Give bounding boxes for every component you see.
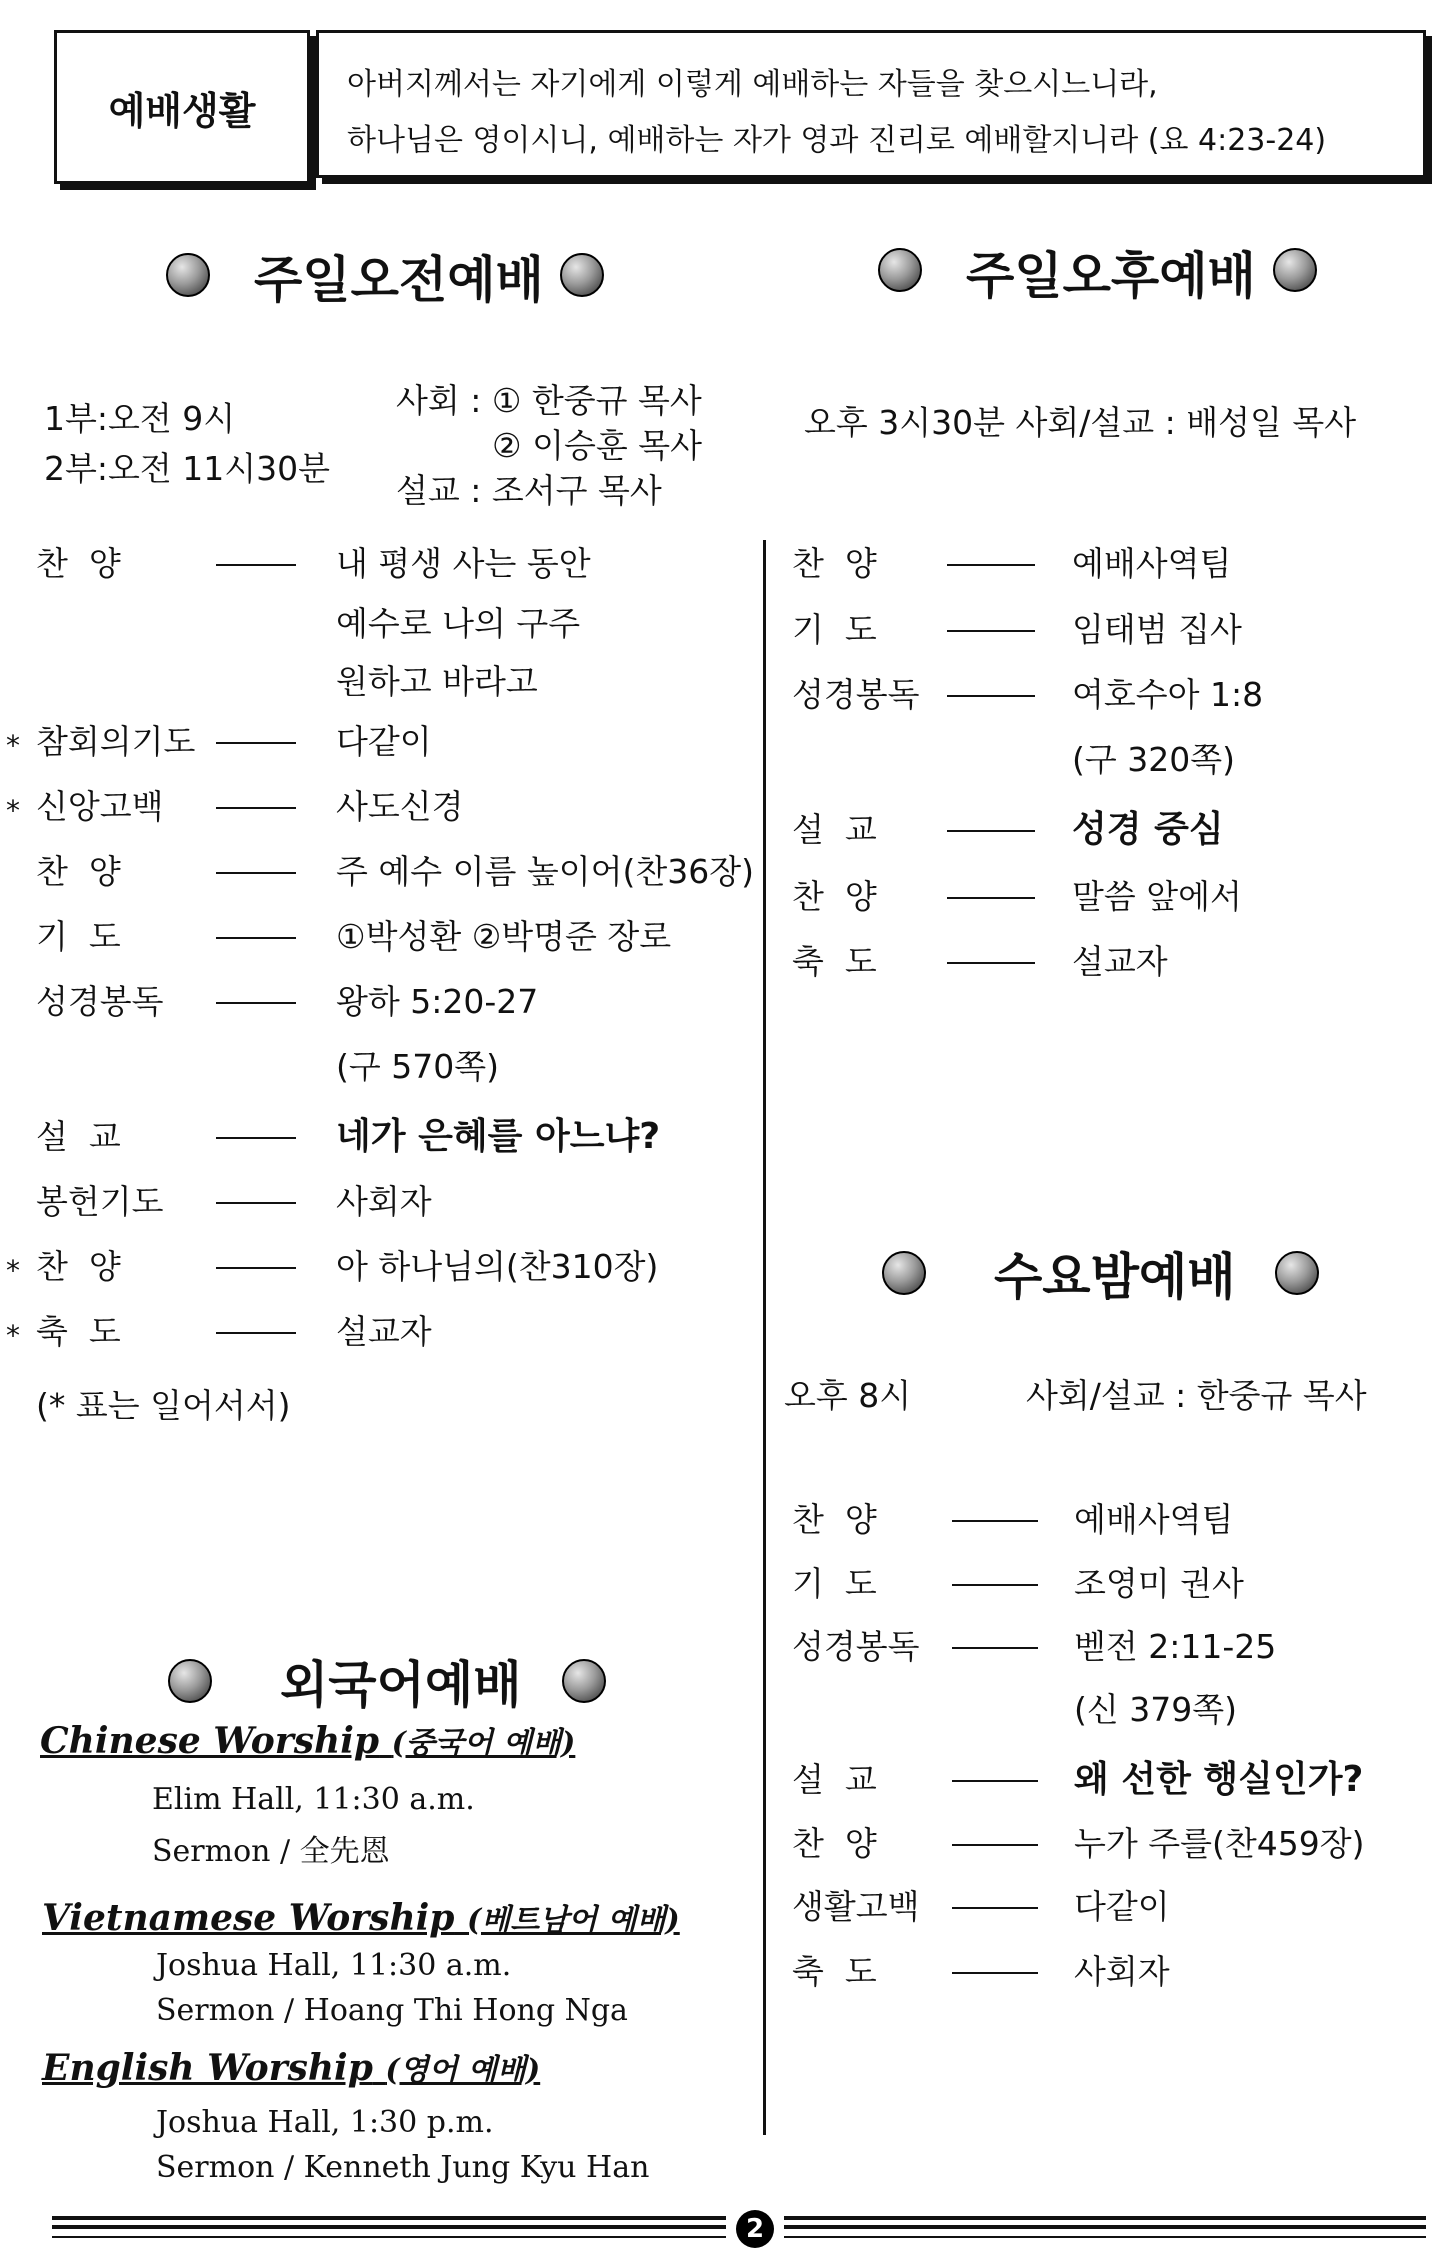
- footer-rule-right: [784, 2236, 1426, 2238]
- order-value: 성경 중심: [1072, 809, 1224, 850]
- order-row: [6, 1310, 796, 1354]
- bullet-ball-icon: [1273, 248, 1317, 292]
- order-value: 조영미 권사: [1074, 1564, 1244, 1603]
- page-number: 2: [736, 2210, 774, 2248]
- order-row: [36, 1180, 796, 1224]
- order-value: 벧전 2:11-25: [1074, 1627, 1277, 1666]
- vietnamese-worship-place: Joshua Hall, 11:30 a.m.: [156, 1948, 512, 1983]
- afternoon-info: 오후 3시30분 사회/설교 : 배성일 목사: [804, 403, 1357, 442]
- order-label: 기 도: [36, 917, 121, 956]
- wednesday-service-title: 수요밤예배: [994, 1248, 1236, 1306]
- service-name: Vietnamese Worship: [42, 1897, 455, 1939]
- order-value: 예배사역팀: [1074, 1500, 1234, 1539]
- order-label: 찬 양: [36, 544, 121, 583]
- order-value: ①박성환 ②박명준 장로: [336, 917, 672, 956]
- bullet-ball-icon: [1275, 1251, 1319, 1295]
- order-value: 다같이: [1074, 1887, 1170, 1926]
- standing-marker: *: [6, 1319, 20, 1352]
- order-label: 축 도: [792, 1952, 877, 1991]
- order-value: 임태범 집사: [1072, 610, 1242, 649]
- leader-dash: [216, 1332, 296, 1334]
- order-value: 말씀 앞에서: [1072, 877, 1242, 916]
- order-value: 네가 은혜를 아느냐?: [336, 1116, 661, 1157]
- leader-dash: [952, 1844, 1038, 1846]
- wednesday-host: 사회/설교 : 한중규 목사: [1026, 1376, 1367, 1415]
- order-label: 성경봉독: [792, 675, 920, 714]
- leader-dash: [216, 872, 296, 874]
- leader-dash: [216, 807, 296, 809]
- english-worship-title: [42, 2045, 540, 2089]
- order-row: [36, 602, 796, 646]
- standing-marker: *: [6, 794, 20, 827]
- service-name-korean: (베트남어 예배): [467, 1903, 680, 1938]
- footer-rule-right: [784, 2216, 1426, 2220]
- english-worship-place: Joshua Hall, 1:30 p.m.: [156, 2105, 494, 2140]
- foreign-service-title: 외국어예배: [280, 1656, 522, 1714]
- order-label: 찬 양: [792, 1500, 877, 1539]
- standing-marker: *: [6, 1254, 20, 1287]
- leader-dash: [216, 564, 296, 566]
- footer-rule-left: [52, 2216, 726, 2220]
- footer-rule-right: [784, 2225, 1426, 2229]
- order-value: 예수로 나의 구주: [336, 604, 581, 643]
- order-row: [36, 980, 796, 1024]
- order-label: 축 도: [36, 1312, 121, 1351]
- order-value: 내 평생 사는 동안: [336, 544, 591, 583]
- leader-dash: [947, 830, 1035, 832]
- order-value: (구 320쪽): [1072, 740, 1235, 779]
- order-value: 아 하나님의(찬310장): [336, 1247, 659, 1286]
- footer-rule-left: [52, 2236, 726, 2238]
- order-label: 찬 양: [792, 877, 877, 916]
- order-label: 설 교: [792, 810, 877, 849]
- leader-dash: [947, 897, 1035, 899]
- chinese-worship-sermon: Sermon / 全先恩: [152, 1834, 390, 1869]
- leader-dash: [947, 962, 1035, 964]
- chinese-worship-place: Elim Hall, 11:30 a.m.: [152, 1782, 475, 1817]
- order-row: [792, 875, 1440, 919]
- order-label: 봉헌기도: [36, 1182, 164, 1221]
- order-value: 다같이: [336, 722, 432, 761]
- leader-dash: [947, 564, 1035, 566]
- order-label: 기 도: [792, 1564, 877, 1603]
- order-value: 사도신경: [336, 787, 464, 826]
- morning-host-2: ② 이승훈 목사: [492, 426, 702, 465]
- bullet-ball-icon: [560, 253, 604, 297]
- leader-dash: [947, 630, 1035, 632]
- order-row: [792, 1625, 1440, 1669]
- standing-marker: *: [6, 729, 20, 762]
- order-row: [6, 1245, 796, 1289]
- order-row: [792, 1950, 1440, 1994]
- order-label: 찬 양: [36, 852, 121, 891]
- order-row: [36, 660, 796, 704]
- order-row: [792, 1562, 1440, 1606]
- order-value: 왜 선한 행실인가?: [1074, 1759, 1364, 1800]
- order-value: 여호수아 1:8: [1072, 675, 1264, 714]
- order-row: [792, 940, 1440, 984]
- order-value: 주 예수 이름 높이어(찬36장): [336, 852, 754, 891]
- bullet-ball-icon: [562, 1659, 606, 1703]
- leader-dash: [216, 742, 296, 744]
- morning-host: 사회 : ① 한중규 목사: [396, 381, 702, 420]
- service-name-korean: (중국어 예배): [391, 1726, 576, 1761]
- bullet-ball-icon: [168, 1659, 212, 1703]
- order-value: 예배사역팀: [1072, 544, 1232, 583]
- order-label: 설 교: [792, 1760, 877, 1799]
- service-name: English Worship: [42, 2047, 373, 2089]
- leader-dash: [952, 1972, 1038, 1974]
- order-row: [36, 850, 796, 894]
- scripture-verse-box: [316, 30, 1426, 178]
- leader-dash: [952, 1907, 1038, 1909]
- service-name: Chinese Worship: [40, 1720, 380, 1762]
- order-label: 찬 양: [36, 1247, 121, 1286]
- order-row: [792, 738, 1440, 782]
- order-row: [6, 720, 796, 764]
- leader-dash: [216, 937, 296, 939]
- leader-dash: [952, 1647, 1038, 1649]
- morning-preacher: 설교 : 조서구 목사: [396, 471, 662, 510]
- chinese-worship-title: [40, 1718, 575, 1762]
- section-label-text: 예배생활: [108, 88, 256, 133]
- order-value: 설교자: [336, 1312, 432, 1351]
- section-label: [54, 30, 310, 184]
- order-value: (신 379쪽): [1074, 1690, 1237, 1729]
- leader-dash: [216, 1267, 296, 1269]
- morning-service-title: 주일오전예배: [254, 251, 544, 309]
- leader-dash: [216, 1137, 296, 1139]
- order-label: 찬 양: [792, 544, 877, 583]
- morning-time-1: 1부:오전 9시: [44, 399, 236, 438]
- wednesday-time: 오후 8시: [784, 1376, 912, 1415]
- order-row: [792, 608, 1440, 652]
- verse-line-1: 아버지께서는 자기에게 이렇게 예배하는 자들을 찾으시느니라,: [347, 67, 1158, 102]
- leader-dash: [952, 1780, 1038, 1782]
- leader-dash: [952, 1520, 1038, 1522]
- order-row: [36, 1045, 796, 1089]
- order-row: [792, 542, 1440, 586]
- order-value: 사회자: [1074, 1952, 1170, 1991]
- order-row: [792, 1758, 1440, 1802]
- order-row: [792, 1688, 1440, 1732]
- vietnamese-worship-sermon: Sermon / Hoang Thi Hong Nga: [156, 1993, 628, 2028]
- leader-dash: [952, 1584, 1038, 1586]
- service-name-korean: (영어 예배): [385, 2053, 541, 2088]
- order-label: 성경봉독: [36, 982, 164, 1021]
- order-row: [36, 542, 796, 586]
- order-label: 참회의기도: [36, 722, 196, 761]
- order-label: 축 도: [792, 942, 877, 981]
- bullet-ball-icon: [882, 1251, 926, 1295]
- order-label: 생활고백: [792, 1887, 920, 1926]
- order-row: [792, 1885, 1440, 1929]
- order-label: 신앙고백: [36, 787, 164, 826]
- order-value: 왕하 5:20-27: [336, 982, 539, 1021]
- order-value: (구 570쪽): [336, 1047, 499, 1086]
- order-label: 찬 양: [792, 1824, 877, 1863]
- column-divider: [763, 540, 766, 2135]
- order-value: 설교자: [1072, 942, 1168, 981]
- order-value: 누가 주를(찬459장): [1074, 1824, 1365, 1863]
- bullet-ball-icon: [166, 253, 210, 297]
- order-label: 성경봉독: [792, 1627, 920, 1666]
- vietnamese-worship-title: [42, 1895, 680, 1939]
- order-row: [36, 915, 796, 959]
- order-row: [792, 1822, 1440, 1866]
- order-row: [792, 808, 1440, 852]
- order-row: [792, 1498, 1440, 1542]
- leader-dash: [947, 695, 1035, 697]
- order-row: [6, 785, 796, 829]
- bullet-ball-icon: [878, 248, 922, 292]
- order-value: 원하고 바라고: [336, 662, 538, 701]
- afternoon-service-title: 주일오후예배: [966, 247, 1256, 305]
- leader-dash: [216, 1202, 296, 1204]
- order-value: 사회자: [336, 1182, 432, 1221]
- standing-note: (* 표는 일어서서): [36, 1386, 291, 1425]
- order-label: 기 도: [792, 610, 877, 649]
- footer-rule-left: [52, 2225, 726, 2229]
- order-row: [792, 673, 1440, 717]
- order-label: 설 교: [36, 1117, 121, 1156]
- leader-dash: [216, 1002, 296, 1004]
- order-row: [36, 1115, 796, 1159]
- english-worship-sermon: Sermon / Kenneth Jung Kyu Han: [156, 2150, 650, 2185]
- morning-time-2: 2부:오전 11시30분: [44, 449, 330, 488]
- verse-line-2: 하나님은 영이시니, 예배하는 자가 영과 진리로 예배할지니라 (요 4:23-24): [347, 123, 1327, 158]
